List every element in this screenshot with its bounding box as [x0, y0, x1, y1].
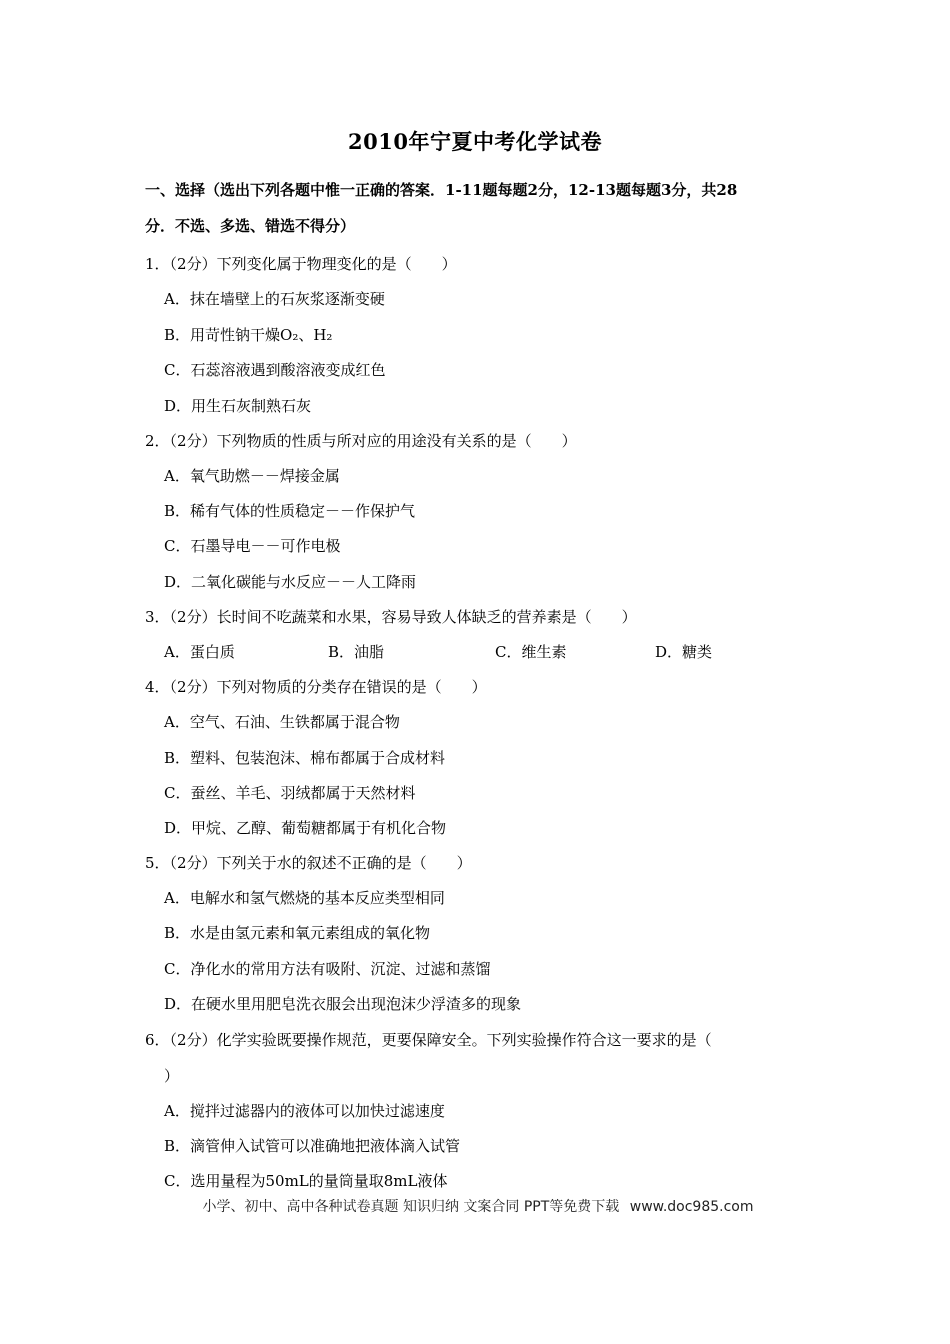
question-1-option-a: A．抹在墙壁上的石灰浆逐渐变硬 — [164, 290, 385, 308]
question-2-option-d: D．二氧化碳能与水反应－－人工降雨 — [164, 573, 417, 591]
question-6-option-c: C．选用量程为50mL的量筒量取8mL液体 — [164, 1172, 448, 1190]
question-5-option-c: C．净化水的常用方法有吸附、沉淀、过滤和蒸馏 — [164, 960, 491, 978]
question-1-option-d: D．用生石灰制熟石灰 — [164, 397, 312, 415]
question-1-stem: 1．（2分）下列变化属于物理变化的是（ ） — [145, 255, 457, 273]
question-1-option-b: B．用苛性钠干燥O₂、H₂ — [164, 326, 333, 344]
question-6-stem: 6．（2分）化学实验既要操作规范，更要保障安全。下列实验操作符合这一要求的是（ — [145, 1031, 712, 1049]
section-line-2: 分．不选、多选、错选不得分） — [145, 217, 356, 235]
footer-ad — [0, 1196, 950, 1216]
question-4-option-a: A．空气、石油、生铁都属于混合物 — [164, 713, 400, 731]
question-1-option-c: C．石蕊溶液遇到酸溶液变成红色 — [164, 361, 386, 379]
question-3-option-b: B．油脂 — [328, 643, 385, 661]
question-6-stem-continued: ） — [164, 1067, 180, 1085]
question-5-stem: 5．（2分）下列关于水的叙述不正确的是（ ） — [145, 854, 472, 872]
question-6-option-a: A．搅拌过滤器内的液体可以加快过滤速度 — [164, 1102, 445, 1120]
section-line-1: 一、选择（选出下列各题中惟一正确的答案．1-11题每题2分，12-13题每题3分，共28 — [145, 181, 738, 199]
question-3-option-d: D．糖类 — [655, 643, 713, 661]
question-2-option-a: A．氧气助燃－－焊接金属 — [164, 467, 340, 485]
section-instructions — [145, 172, 815, 244]
page-title: 2010年宁夏中考化学试卷 — [348, 129, 602, 154]
question-3-stem: 3．（2分）长时间不吃蔬菜和水果，容易导致人体缺乏的营养素是（ ） — [145, 608, 637, 626]
question-6-option-b: B．滴管伸入试管可以准确地把液体滴入试管 — [164, 1137, 461, 1155]
question-2-stem: 2．（2分）下列物质的性质与所对应的用途没有关系的是（ ） — [145, 432, 577, 450]
question-5-option-a: A．电解水和氢气燃烧的基本反应类型相同 — [164, 889, 445, 907]
question-4-option-b: B．塑料、包装泡沫、棉布都属于合成材料 — [164, 749, 446, 767]
question-4-stem: 4．（2分）下列对物质的分类存在错误的是（ ） — [145, 678, 487, 696]
question-4-option-c: C．蚕丝、羊毛、羽绒都属于天然材料 — [164, 784, 416, 802]
footer-url-link[interactable]: www.doc985.com — [629, 1199, 754, 1215]
question-3-option-c: C．维生素 — [495, 643, 567, 661]
footer-text: 小学、初中、高中各种试卷真题 知识归纳 文案合同 PPT等免费下载 — [202, 1199, 620, 1215]
question-5-option-b: B．水是由氢元素和氧元素组成的氧化物 — [164, 924, 431, 942]
question-2-option-b: B．稀有气体的性质稳定－－作保护气 — [164, 502, 416, 520]
question-3-option-a: A．蛋白质 — [164, 643, 235, 661]
question-4-option-d: D．甲烷、乙醇、葡萄糖都属于有机化合物 — [164, 819, 447, 837]
question-2-option-c: C．石墨导电－－可作电极 — [164, 537, 341, 555]
question-5-option-d: D．在硬水里用肥皂洗衣服会出现泡沫少浮渣多的现象 — [164, 995, 522, 1013]
